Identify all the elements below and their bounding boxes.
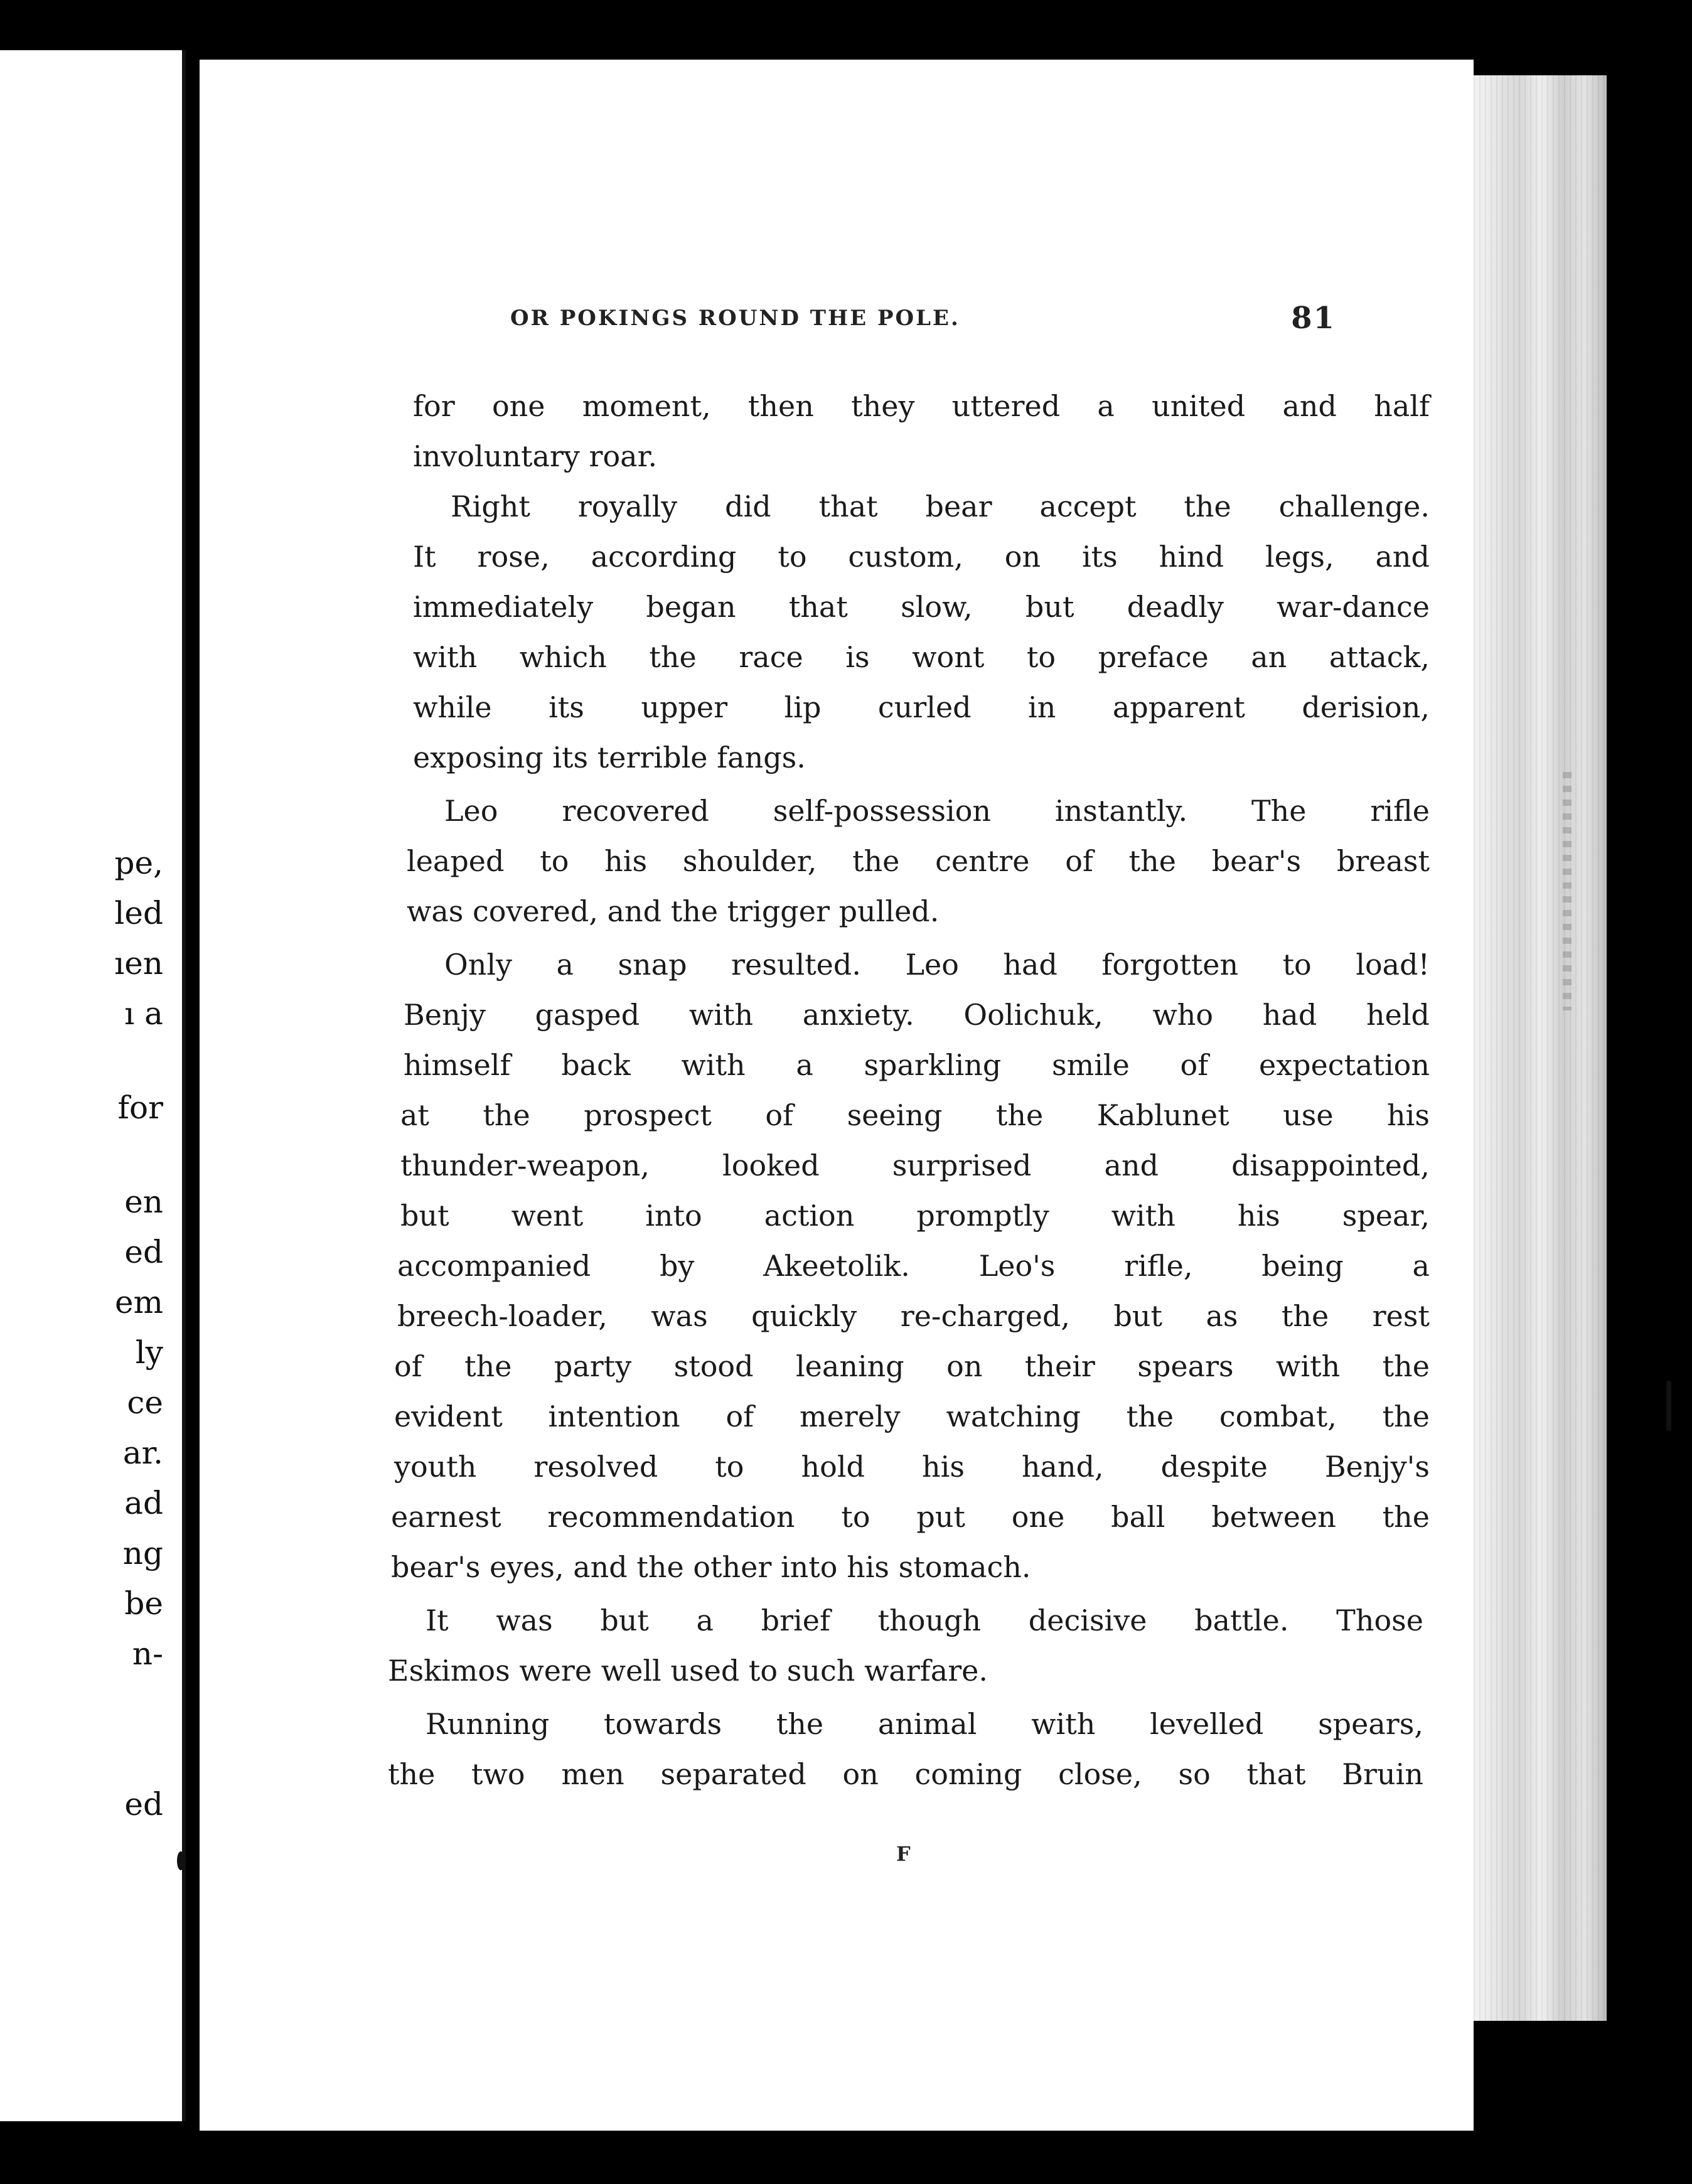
left-page-fragment: en: [124, 1184, 163, 1220]
text-line: the two men separated on coming close, so that Bruin: [388, 1757, 1423, 1791]
left-page-fragment: led: [114, 895, 163, 931]
text-line: It rose, according to custom, on its hind legs, and: [413, 540, 1430, 574]
left-page-fragment: pe,: [114, 845, 163, 881]
left-page-fragment: ed: [124, 1234, 163, 1270]
left-page-fragment: ly: [135, 1334, 163, 1371]
text-line: Benjy gasped with anxiety. Oolichuk, who had held: [404, 998, 1430, 1032]
text-line: Right royally did that bear accept the challenge.: [451, 490, 1430, 523]
text-line: thunder-weapon, looked surprised and disappointed,: [400, 1148, 1430, 1182]
text-line: leaped to his shoulder, the centre of the bear's breast: [407, 844, 1430, 878]
book-page: [200, 60, 1474, 2131]
left-page-fragment: ar.: [122, 1435, 163, 1471]
left-page-fragment: n-: [132, 1635, 163, 1672]
text-line: at the prospect of seeing the Kablunet use his: [400, 1098, 1430, 1132]
text-line: while its upper lip curled in apparent derision,: [413, 690, 1430, 724]
text-line: Running towards the animal with levelled spears,: [426, 1707, 1423, 1741]
text-line: earnest recommendation to put one ball between the: [391, 1500, 1430, 1534]
text-line: himself back with a sparkling smile of expectation: [404, 1048, 1430, 1082]
text-line: Only a snap resulted. Leo had forgotten to load!: [444, 948, 1430, 982]
text-line: for one moment, then they uttered a united and half: [413, 389, 1430, 423]
left-page-fragment: ıen: [114, 945, 163, 982]
signature-mark: F: [896, 1842, 911, 1866]
text-line: was covered, and the trigger pulled.: [407, 894, 940, 928]
page-number: 81: [1291, 301, 1336, 336]
scan-artifact: [177, 1851, 185, 1870]
left-page-fragment: ad: [124, 1485, 163, 1521]
book-fore-edge: [1462, 75, 1607, 2021]
text-line: Eskimos were well used to such warfare.: [388, 1654, 988, 1688]
left-page-fragment: ng: [122, 1535, 163, 1571]
text-line: immediately began that slow, but deadly war-dance: [413, 590, 1430, 624]
text-line: youth resolved to hold his hand, despite Benjy's: [394, 1450, 1430, 1484]
left-page-fragment: ı a: [124, 995, 163, 1032]
previous-page-strip: [0, 50, 186, 2121]
text-line: breech-loader, was quickly re-charged, but as the rest: [397, 1299, 1430, 1333]
text-line: It was but a brief though decisive battle. Those: [426, 1603, 1423, 1637]
text-line: Leo recovered self-possession instantly. The rifle: [444, 794, 1430, 828]
text-line: exposing its terrible fangs.: [413, 741, 806, 774]
left-page-fragment: be: [124, 1585, 163, 1622]
left-page-fragment: em: [114, 1284, 163, 1320]
left-page-fragment: for: [117, 1089, 163, 1126]
text-line: with which the race is wont to preface an attack,: [413, 640, 1430, 674]
text-line: bear's eyes, and the other into his stomach.: [391, 1550, 1031, 1584]
scan-artifact: [1666, 1381, 1671, 1431]
left-page-fragment: ed: [124, 1786, 163, 1823]
left-page-fragment: ce: [127, 1384, 163, 1421]
text-line: but went into action promptly with his spear,: [400, 1199, 1430, 1233]
text-line: of the party stood leaning on their spears with the: [394, 1349, 1430, 1383]
text-line: involuntary roar.: [413, 439, 658, 473]
text-line: evident intention of merely watching the combat, the: [394, 1400, 1430, 1433]
text-line: accompanied by Akeetolik. Leo's rifle, being a: [397, 1249, 1430, 1283]
running-title: OR POKINGS ROUND THE POLE.: [510, 306, 960, 331]
fore-edge-mark: [1563, 772, 1572, 1010]
